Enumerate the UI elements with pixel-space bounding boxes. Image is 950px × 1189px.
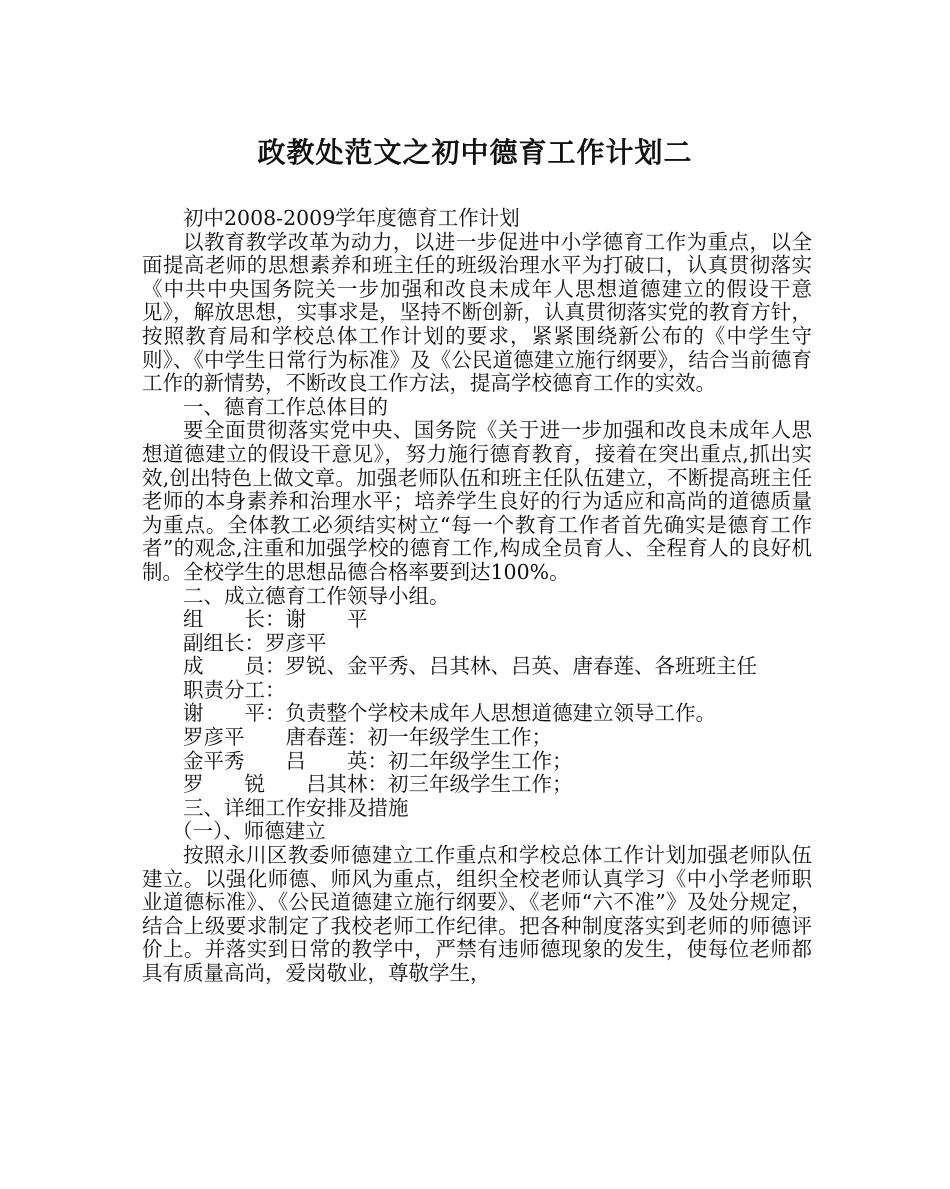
duty-line: 金平秀 吕 英：初二年级学生工作；	[183, 748, 573, 773]
document-title: 政教处范文之初中德育工作计划二	[257, 136, 693, 169]
duties-heading: 职责分工：	[183, 677, 286, 702]
section1-paragraph: 要全面贯彻落实党中央、国务院《关于进一步加强和改良未成年人思想道德建立的假设干意见》，努力施行德育教育，接着在突出重点,抓出实效,创出特色上做文章。加强老师队伍和班主任队伍建立，不断提高班主任老师的本身素养和治理水平；培养学生良好的行为适应和高尚的道德质量为重点。全体教工必须结实树立“每一个教育工作者首先确实是德育工作者”的观念,注重和加强学校的德育工作,构成全员育人、全程育人的良好机制。全校学生的思想品德合格率要到达100%。	[142, 418, 812, 584]
duty-line: 罗 锐 吕其林：初三年级学生工作；	[183, 772, 573, 797]
members-line: 成 员：罗锐、金平秀、吕其林、吕英、唐春莲、各班班主任	[183, 654, 757, 679]
deputy-leader-line: 副组长：罗彦平	[183, 630, 327, 655]
section3-heading: 三、详细工作安排及措施	[183, 795, 409, 820]
duty-line: 谢 平：负责整个学校未成年人思想道德建立领导工作。	[183, 701, 716, 726]
document-subtitle: 初中2008-2009学年度德育工作计划	[183, 206, 520, 230]
subsection1-heading: （一）、师德建立	[172, 819, 326, 844]
group-leader-line: 组 长：谢 平	[183, 607, 368, 632]
section1-heading: 一、德育工作总体目的	[183, 394, 388, 419]
subsection1-paragraph: 按照永川区教委师德建立工作重点和学校总体工作计划加强老师队伍建立。以强化师德、师风为重点，组织全校老师认真学习《中小学老师职业道德标准》、《公民道德建立施行纲要》、《老师“六不准”》及处分规定，结合上级要求制定了我校老师工作纪律。把各种制度落实到老师的师德评价上。并落实到日常的教学中，严禁有违师德现象的发生，使每位老师都具有质量高尚，爱岗敬业，尊敬学生，	[142, 843, 812, 985]
section2-heading: 二、成立德育工作领导小组。	[183, 583, 450, 608]
intro-paragraph: 以教育教学改革为动力，以进一步促进中小学德育工作为重点，以全面提高老师的思想素养和班主任的班级治理水平为打破口，认真贯彻落实《中共中央国务院关一步加强和改良未成年人思想道德建立的假设干意见》，解放思想，实事求是，坚持不断创新，认真贯彻落实党的教育方针，按照教育局和学校总体工作计划的要求，紧紧围绕新公布的《中学生守则》、《中学生日常行为标准》及《公民道德建立施行纲要》，结合当前德育工作的新情势，不断改良工作方法，提高学校德育工作的实效。	[142, 229, 812, 396]
document-body	[142, 207, 812, 986]
duty-line: 罗彦平 唐春莲：初一年级学生工作；	[183, 725, 552, 750]
